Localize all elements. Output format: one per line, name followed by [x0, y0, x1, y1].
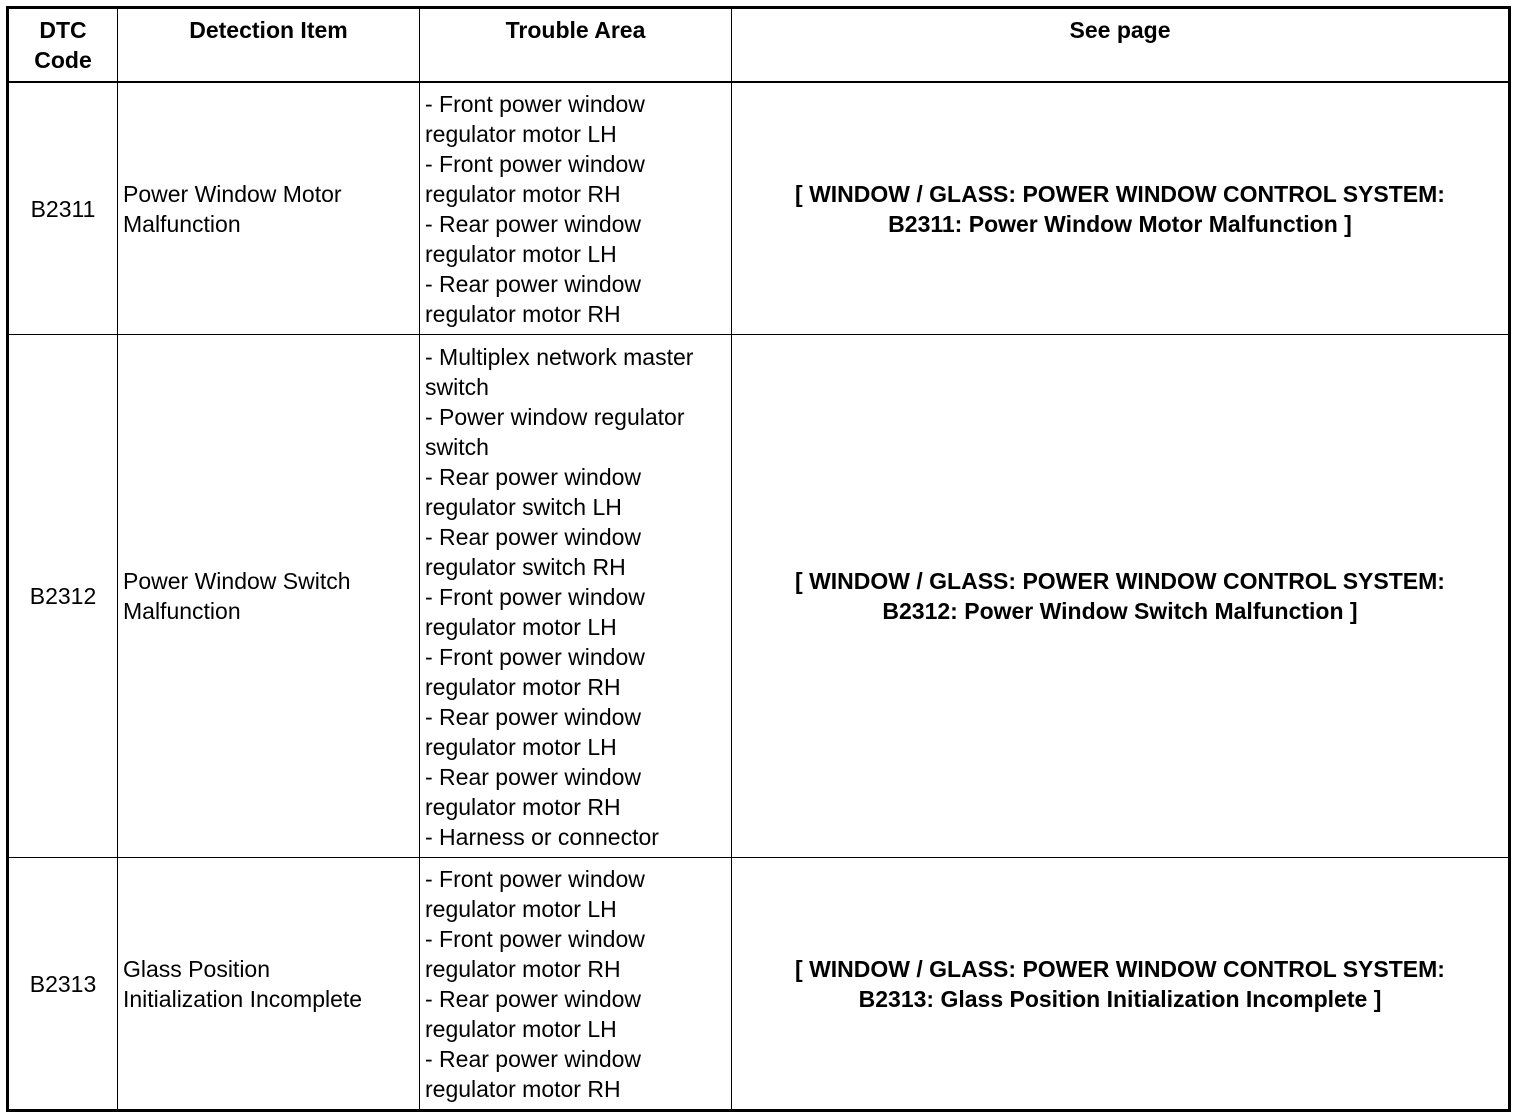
trouble-area-line: regulator motor LH [425, 1016, 617, 1042]
trouble-area-line: - Front power window [425, 926, 645, 952]
see-page-line: [ WINDOW / GLASS: POWER WINDOW CONTROL SYSTEM: [795, 180, 1445, 207]
trouble-area-line: switch [425, 373, 489, 400]
trouble-area-line: regulator switch RH [425, 553, 626, 580]
dtc-table [6, 6, 1511, 1112]
trouble-area-line: - Front power window [425, 866, 645, 892]
trouble-area-line: regulator motor LH [425, 241, 617, 267]
trouble-area-line: - Harness or connector [425, 823, 659, 850]
trouble-area-line: regulator motor RH [425, 301, 621, 327]
see-page-link[interactable] [732, 858, 1510, 1111]
header-trouble-area: Trouble Area [420, 8, 732, 83]
see-page-line: [ WINDOW / GLASS: POWER WINDOW CONTROL SYSTEM: [795, 568, 1445, 594]
detection-item-line: Glass Position [123, 955, 271, 982]
detection-item-line: Malfunction [123, 210, 241, 237]
trouble-area-line: - Power window regulator [425, 403, 685, 430]
trouble-area-line: regulator motor RH [425, 956, 621, 982]
dtc-code-cell: B2312 [8, 335, 118, 858]
table-row [8, 335, 1510, 858]
see-page-line: [ WINDOW / GLASS: POWER WINDOW CONTROL SYSTEM: [795, 955, 1445, 982]
trouble-area-line: - Front power window [425, 583, 645, 610]
see-page-link[interactable] [732, 335, 1510, 858]
trouble-area-line: - Front power window [425, 91, 645, 117]
trouble-area-line: - Rear power window [425, 703, 642, 730]
header-detection-item: Detection Item [118, 8, 420, 83]
detection-item-line: Power Window Switch [123, 568, 351, 594]
trouble-area-line: - Front power window [425, 151, 645, 177]
trouble-area-line: regulator switch LH [425, 493, 622, 520]
trouble-area-line: - Rear power window [425, 1046, 642, 1072]
detection-item-line: Power Window Motor [123, 180, 342, 207]
trouble-area-line: - Multiplex network master [425, 343, 694, 370]
header-dtc-code [8, 8, 118, 83]
header-row [8, 8, 1510, 83]
header-see-page: See page [732, 8, 1510, 83]
trouble-area-line: regulator motor LH [425, 613, 617, 640]
trouble-area-line: regulator motor RH [425, 793, 621, 820]
trouble-area-line: regulator motor LH [425, 733, 617, 760]
see-page-line: B2313: Glass Position Initialization Incomplete ] [858, 985, 1382, 1012]
trouble-area-line: regulator motor RH [425, 673, 621, 700]
see-page-line: B2312: Power Window Switch Malfunction ] [882, 598, 1358, 624]
trouble-area-line: regulator motor LH [425, 896, 617, 922]
table-row [8, 82, 1510, 335]
trouble-area-cell [420, 335, 732, 858]
trouble-area-cell [420, 82, 732, 335]
trouble-area-line: - Rear power window [425, 463, 642, 490]
trouble-area-line: regulator motor RH [425, 1076, 621, 1102]
table-row [8, 858, 1510, 1111]
detection-item-line: Initialization Incomplete [123, 985, 363, 1012]
detection-item-cell [118, 858, 420, 1111]
trouble-area-line: - Rear power window [425, 271, 642, 297]
see-page-line: B2311: Power Window Motor Malfunction ] [888, 210, 1352, 237]
trouble-area-line: regulator motor RH [425, 181, 621, 207]
trouble-area-line: regulator motor LH [425, 121, 617, 147]
trouble-area-line: - Rear power window [425, 986, 642, 1012]
header-dtc-code-line1: DTC [39, 17, 87, 43]
trouble-area-line: - Front power window [425, 643, 645, 670]
detection-item-line: Malfunction [123, 598, 241, 624]
dtc-code-cell: B2313 [8, 858, 118, 1111]
see-page-link[interactable] [732, 82, 1510, 335]
trouble-area-line: - Rear power window [425, 763, 642, 790]
detection-item-cell [118, 335, 420, 858]
detection-item-cell [118, 82, 420, 335]
header-dtc-code-line2: Code [34, 47, 92, 73]
dtc-code-cell: B2311 [8, 82, 118, 335]
trouble-area-line: - Rear power window [425, 211, 642, 237]
trouble-area-cell [420, 858, 732, 1111]
trouble-area-line: - Rear power window [425, 523, 642, 550]
trouble-area-line: switch [425, 433, 489, 460]
